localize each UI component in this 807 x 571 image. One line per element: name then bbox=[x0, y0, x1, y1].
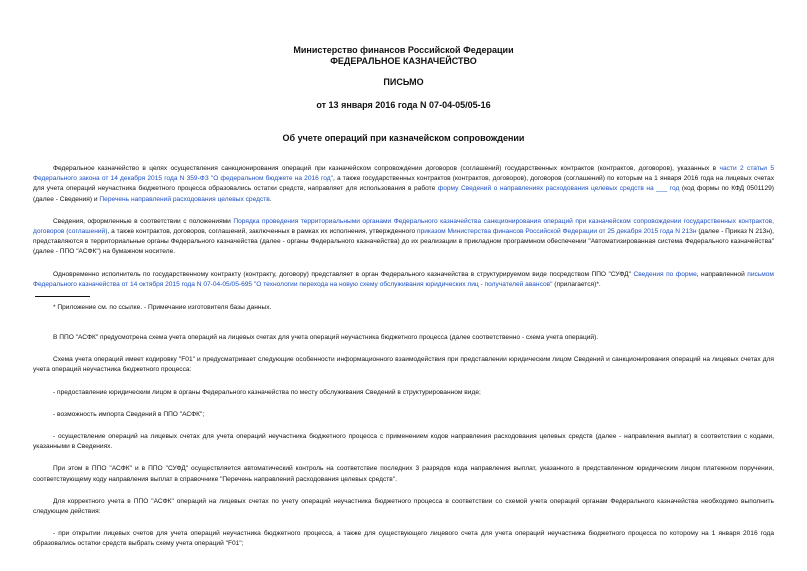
link-perechen-napravleniy[interactable]: Перечень направлений расходования целевых средств bbox=[99, 195, 270, 203]
treasury-heading: ФЕДЕРАЛЬНОЕ КАЗНАЧЕЙСТВО bbox=[330, 56, 477, 66]
document-subject: Об учете операций при казначейском сопровождении bbox=[282, 133, 525, 143]
paragraph-text: (далее - Приказ N 213н), представляются в территориальные органы Федерального казначейства (далее - органы Федерального казначейства) до их реализации в прикладном программном обеспечении "Автоматизированная система Федерального казначейства" (далее - ППО "АСФК") на бумажном носителе. bbox=[33, 228, 775, 256]
footnote-divider bbox=[35, 296, 90, 297]
paragraph-text: . bbox=[269, 195, 272, 203]
link-form-svedeniy[interactable]: форму Сведений о направлениях расходования целевых средств на ___ год bbox=[437, 185, 680, 193]
paragraph-text: Федеральное казначейство в целях осуществления санкционирования операций при казначейском сопровождении договоров (соглашений) государственных контрактов (контрактов, договоров), указанных в bbox=[53, 165, 720, 172]
paragraph-text: , а также государственных контрактов (контрактов, договоров), договоров (соглашений) по которым на 1 января 2016 года на лицевых счетах для учета операций неучастника бюджетного процесса образовались остатки средств, направляет для использования в работе bbox=[33, 175, 774, 193]
ministry-heading: Министерство финансов Российской Федерации bbox=[293, 45, 514, 55]
document-type: ПИСЬМО bbox=[383, 77, 424, 87]
link-poryadok-sanktsionirovaniya[interactable]: Порядка проведения территориальными органами Федерального казначейства санкционирования операций при казначейском сопровождении государственных контрактов, договоров (соглашений) bbox=[33, 217, 774, 236]
document-body bbox=[33, 164, 774, 550]
paragraph-5: Схема учета операций имеет кодировку "F01" и предусматривает следующие особенности информационного взаимодействия при представлении юридическим лицом Сведений и санкционирования операций на лицевых счетах для учета операций неучастника бюджетного процесса: bbox=[33, 356, 774, 374]
paragraph-8: - осуществление операций на лицевых счетах для учета операций неучастника бюджетного процесса с применением кодов направления расходования целевых средств (далее - направления выплат) в соответствии с кодами, указанными в Сведениях. bbox=[33, 433, 774, 451]
paragraph-9: При этом в ППО "АСФК" и в ППО "СУФД" осуществляется автоматический контроль на соответствие последних 3 разрядов кода направления выплат, указанного в представленном юридическим лицом платежном поручении, соответствующему коду направления выплат в справочнике "Перечень направлений расходования целевых средств". bbox=[33, 465, 774, 483]
paragraph-1 bbox=[33, 164, 774, 205]
link-federal-law-359fz[interactable]: части 2 статьи 5 Федерального закона от 14 декабря 2015 года N 359-ФЗ "О федеральном бюджете на 2016 год" bbox=[33, 165, 774, 183]
paragraph-6: - предоставление юридическим лицом в органы Федерального казначейства по месту обслуживания Сведений в структурированном виде; bbox=[53, 388, 481, 396]
paragraph-text: Сведения, оформленные в соответствии с положениями bbox=[53, 217, 234, 225]
document-date-number: от 13 января 2016 года N 07-04-05/05-16 bbox=[316, 100, 491, 110]
paragraph-text: (прилагается)*. bbox=[552, 280, 601, 288]
paragraph-11: - при открытии лицевых счетов для учета операций неучастника бюджетного процесса, а также для существующего лицевого счета для учета операций неучастника бюджетного процесса по которому на 1 января 2016 года образовались остатки средств выбрать схему учета операций "F01"; bbox=[33, 530, 774, 548]
paragraph-3 bbox=[33, 270, 774, 290]
link-prikaz-213n[interactable]: приказом Министерства финансов Российской Федерации от 25 декабря 2015 года N 213н bbox=[417, 228, 697, 236]
paragraph-text: (код формы по КФД 0501129) (далее - Сведения) и bbox=[33, 185, 774, 203]
paragraph-text: , а также контрактов, договоров, соглашений, заключенных в рамках их исполнения, утвержденного bbox=[107, 228, 417, 236]
footnote: * Приложение см. по ссылке. - Примечание изготовителя базы данных. bbox=[53, 304, 272, 312]
paragraph-2 bbox=[33, 217, 774, 258]
link-svedeniya-po-forme[interactable]: Сведения по форме bbox=[633, 270, 697, 278]
link-letter-07-04-05-05-695[interactable]: письмом Федерального казначейства от 14 октября 2015 года N 07-04-05/05-695 "О технологии перехода на новую схему обслуживания юридических лиц - получателей авансов" bbox=[33, 270, 774, 288]
paragraph-10: Для корректного учета в ППО "АСФК" операций на лицевых счетах по учету операций неучастника бюджетного процесса в соответствии со схемой учета операций органам Федерального казначейства необходимо выполнить следующие действия: bbox=[33, 497, 774, 516]
paragraph-7: - возможность импорта Сведений в ППО "АСФК"; bbox=[53, 410, 205, 418]
paragraph-text: Одновременно исполнитель по государственному контракту (контракту, договору) представляет в орган Федерального казначейства в структурируемом виде посредством ППО "СУФД" bbox=[53, 270, 634, 278]
paragraph-4: В ППО "АСФК" предусмотрена схема учета операций на лицевых счетах для учета операций неучастника бюджетного процесса (далее соответственно - схема учета операций). bbox=[53, 334, 599, 342]
paragraph-text: , направленной bbox=[696, 270, 748, 278]
